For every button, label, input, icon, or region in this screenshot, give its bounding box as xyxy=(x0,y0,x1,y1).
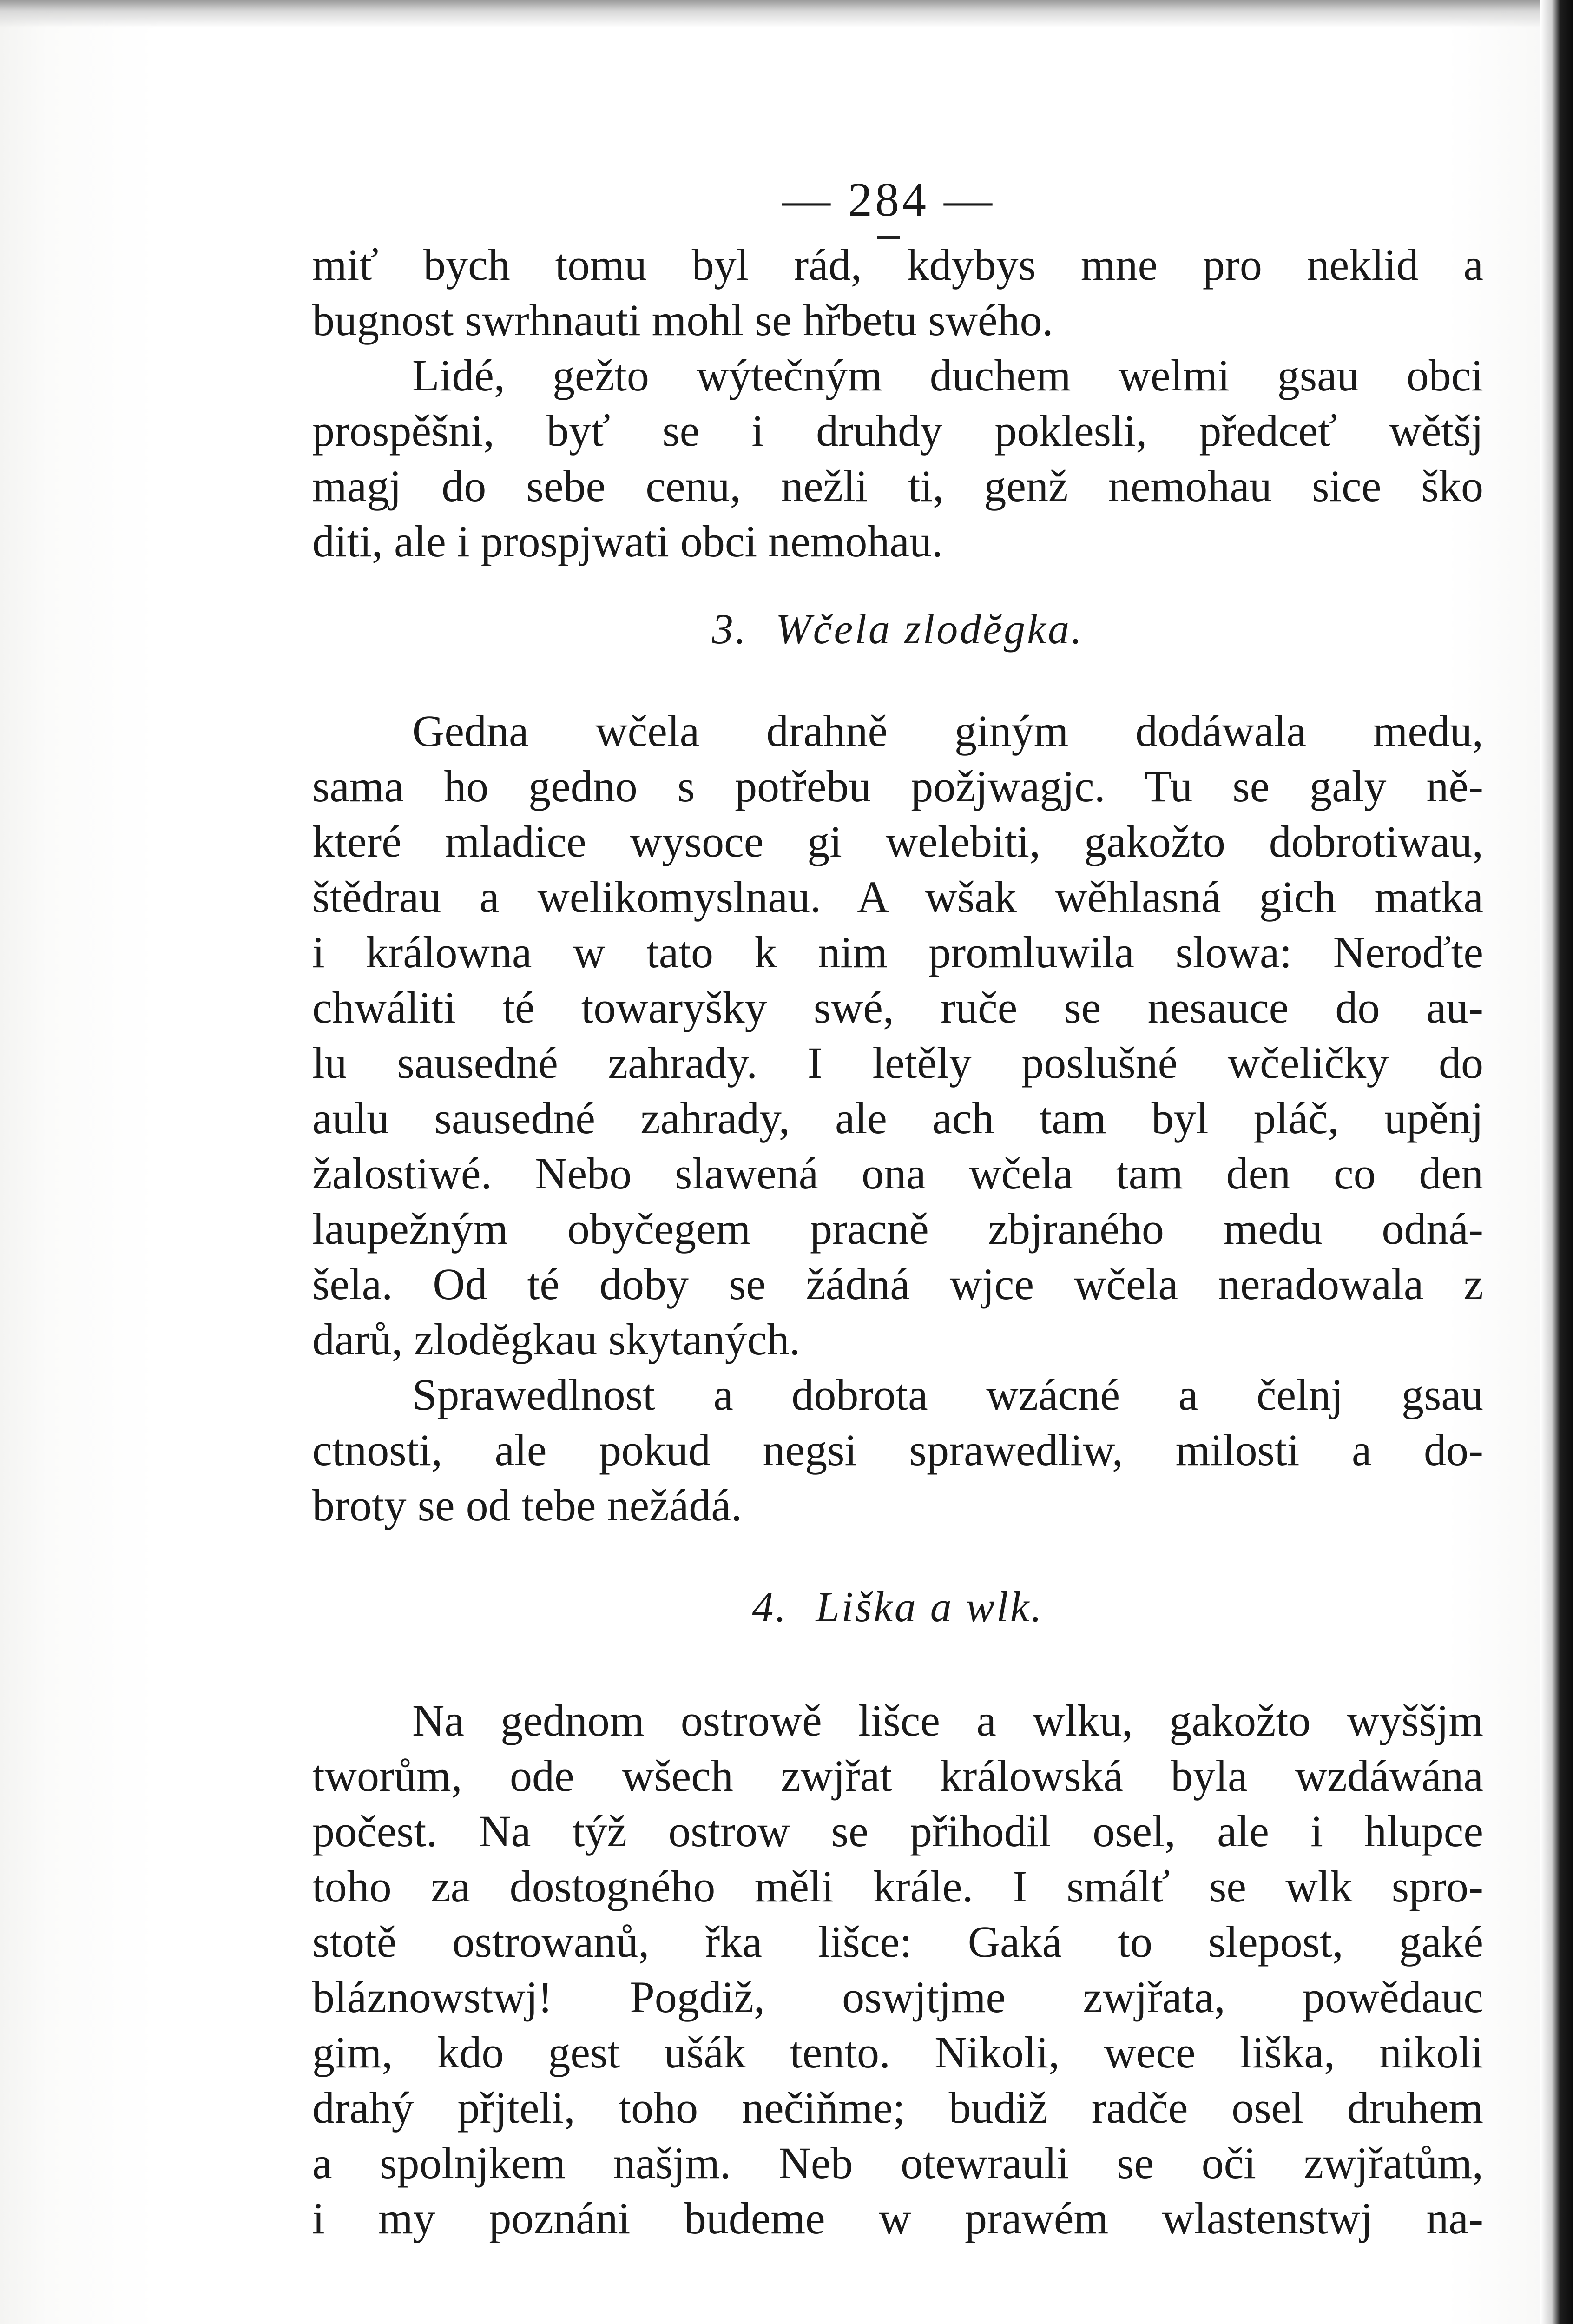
section-title: Liška a wlk. xyxy=(816,1583,1044,1631)
page-number xyxy=(294,172,1483,237)
text-line: magj do sebe cenu, nežli ti, genž nemohau sice ško xyxy=(312,461,1483,511)
text-line: miť bych tomu byl rád, kdybys mne pro neklid a xyxy=(312,240,1483,290)
text-line: chwáliti té towaryšky swé, ruče se nesauce do au- xyxy=(312,983,1483,1032)
text-line: Sprawedlnost a dobrota wzácné a čelnj gsau xyxy=(412,1370,1483,1419)
section-heading xyxy=(312,601,1483,657)
text-line: broty se od tebe nežádá. xyxy=(312,1480,742,1530)
paragraph-fable xyxy=(312,703,1483,1367)
text-line: darů, zlodĕgkau skytaných. xyxy=(312,1314,801,1364)
section-number: 3. xyxy=(712,605,748,653)
page-number-text: — 284 — xyxy=(782,173,995,226)
text-line: i my poznáni budeme w prawém wlastenstwj na- xyxy=(312,2193,1483,2243)
text-line: diti, ale i prospjwati obci nemohau. xyxy=(312,516,943,566)
spacer xyxy=(312,1635,1483,1693)
text-line: Gedna wčela drahně giným dodáwala medu, xyxy=(412,706,1483,756)
text-line: sama ho gedno s potřebu požjwagjc. Tu se galy ně- xyxy=(312,761,1483,811)
text-line: prospěšni, byť se i druhdy poklesli, předceť wětšj xyxy=(312,406,1483,456)
text-line: toho za dostogného měli krále. I smálť se wlk spro- xyxy=(312,1862,1483,1911)
spacer xyxy=(312,657,1483,703)
spacer xyxy=(312,1533,1483,1579)
text-line: tworům, ode wšech zwjřat králowská byla wzdáwána xyxy=(312,1751,1483,1801)
paragraph-moral xyxy=(312,1367,1483,1533)
text-line: štědrau a welikomyslnau. A wšak wěhlasná gich matka xyxy=(312,872,1483,922)
text-line: šela. Od té doby se žádná wjce wčela neradowala z xyxy=(312,1259,1483,1309)
text-line: počest. Na týž ostrow se přihodil osel, ale i hlupce xyxy=(312,1806,1483,1856)
scan-right-edge xyxy=(1540,0,1573,2324)
text-line: bláznowstwj! Pogdiž, oswjtjme zwjřata, powědauc xyxy=(312,1972,1483,2022)
text-line: stotě ostrowanů, řka lišce: Gaká to slepost, gaké xyxy=(312,1917,1483,1967)
text-line: laupežným obyčegem pracně zbjraného medu odná- xyxy=(312,1204,1483,1254)
paragraph-continuation xyxy=(312,237,1483,348)
scan-top-shadow xyxy=(0,0,1573,28)
text-line: žalostiwé. Nebo slawená ona wčela tam den co den xyxy=(312,1149,1483,1198)
text-line: a spolnjkem našjm. Neb otewrauli se oči zwjřatům, xyxy=(312,2138,1483,2188)
text-line: Na gednom ostrowě lišce a wlku, gakožto wyššjm xyxy=(412,1696,1483,1745)
section-heading xyxy=(312,1579,1483,1635)
text-line: Lidé, gežto wýtečným duchem welmi gsau obci xyxy=(412,350,1483,400)
text-block xyxy=(312,172,1483,2246)
text-line: bugnost swrhnauti mohl se hřbetu swého. xyxy=(312,295,1053,345)
text-line: ctnosti, ale pokud negsi sprawedliw, milosti a do- xyxy=(312,1425,1483,1475)
text-line: gim, kdo gest ušák tento. Nikoli, wece liška, nikoli xyxy=(312,2027,1483,2077)
section-title: Wčela zlodĕgka. xyxy=(776,605,1084,653)
section-number: 4. xyxy=(752,1583,788,1631)
paragraph-fable xyxy=(312,1693,1483,2246)
text-line: i králowna w tato k nim promluwila slowa: Neroďte xyxy=(312,927,1483,977)
text-line: aulu sausedné zahrady, ale ach tam byl pláč, upěnj xyxy=(312,1093,1483,1143)
spacer xyxy=(312,569,1483,601)
paragraph-moral xyxy=(312,348,1483,569)
text-line: které mladice wysoce gi welebiti, gakožto dobrotiwau, xyxy=(312,817,1483,866)
text-line: drahý přjteli, toho nečiňme; budiž radče osel druhem xyxy=(312,2083,1483,2133)
text-line: lu sausedné zahrady. I letěly poslušné wčeličky do xyxy=(312,1038,1483,1088)
